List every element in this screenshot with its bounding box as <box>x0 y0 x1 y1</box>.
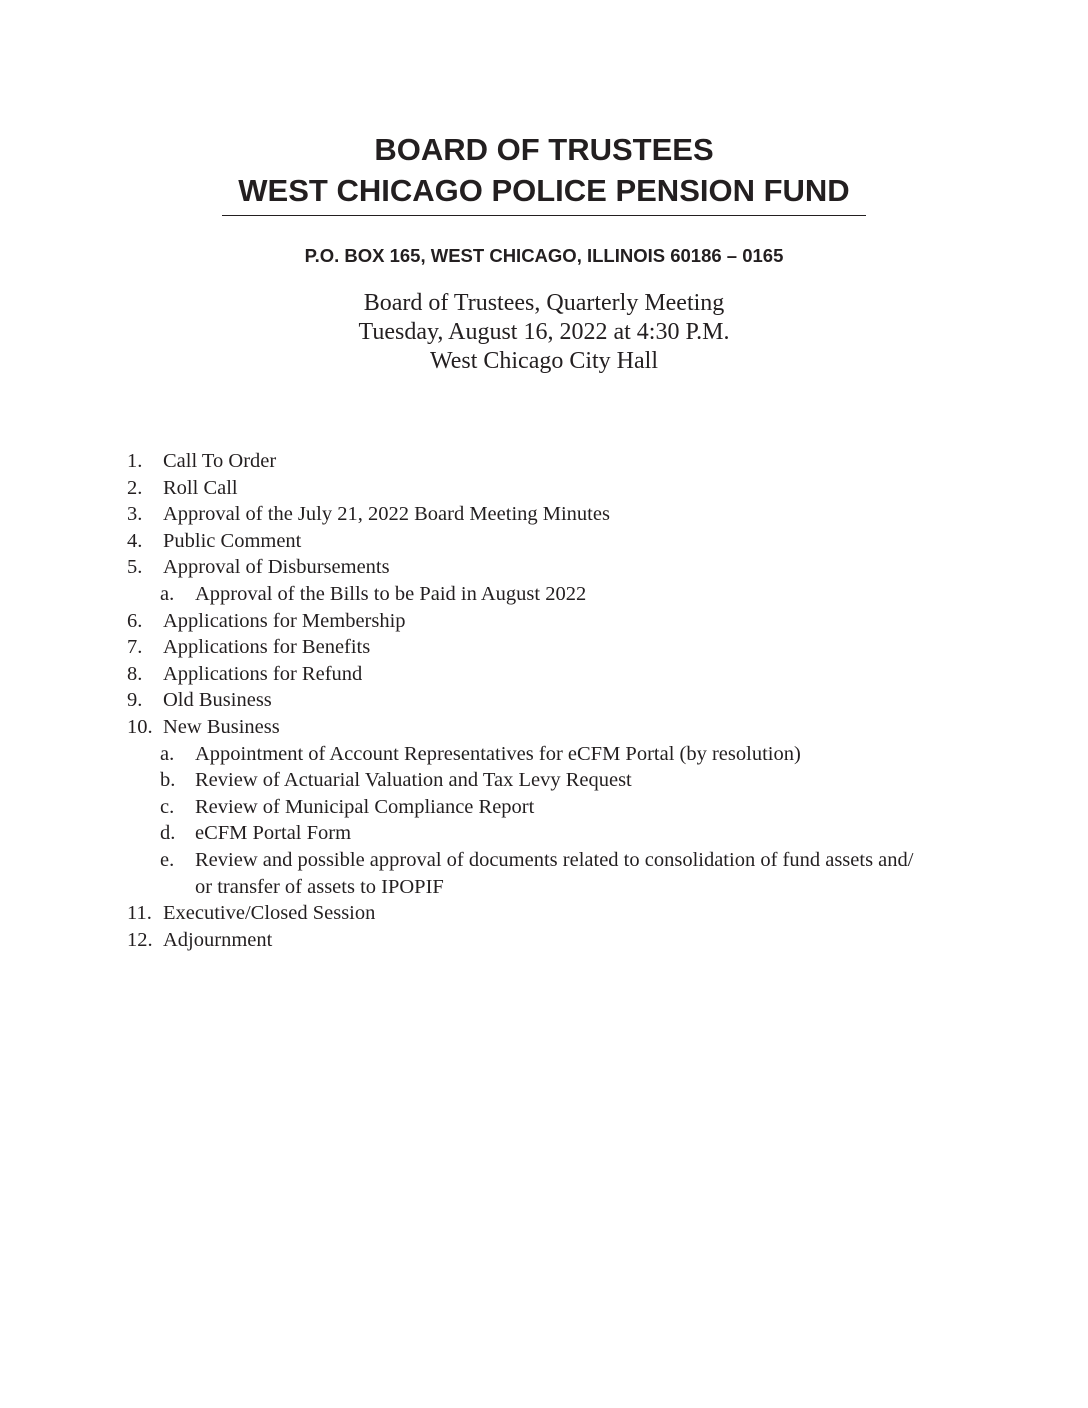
agenda-item <box>0 900 1088 927</box>
agenda-subitem-letter: a. <box>160 742 175 765</box>
agenda-item-number: 10. <box>127 715 153 738</box>
meeting-datetime: Tuesday, August 16, 2022 at 4:30 P.M. <box>358 319 730 345</box>
agenda-item-text: Roll Call <box>163 476 238 499</box>
agenda-item-text: Applications for Refund <box>163 662 363 685</box>
agenda-item <box>0 687 1088 714</box>
agenda-item-text: Old Business <box>163 689 272 712</box>
agenda-subitem-text: Review and possible approval of documents related to consolidation of fund assets and/ <box>195 848 914 871</box>
agenda-subitem-letter: b. <box>160 769 176 792</box>
meeting-location: West Chicago City Hall <box>429 348 659 374</box>
meeting-type: Board of Trustees, Quarterly Meeting <box>363 290 725 316</box>
agenda-item-number: 8. <box>127 662 143 685</box>
agenda-subitem <box>0 767 1088 794</box>
agenda-item <box>0 554 1088 581</box>
agenda-item-text: New Business <box>163 715 280 738</box>
agenda-subitem-letter: a. <box>160 582 175 605</box>
agenda-item-text: Public Comment <box>163 529 302 552</box>
agenda-subitem-text: eCFM Portal Form <box>195 822 352 845</box>
agenda-item-number: 3. <box>127 503 143 526</box>
agenda-item-number: 1. <box>127 450 143 472</box>
agenda-item <box>0 475 1088 502</box>
agenda-item-text: Call To Order <box>163 450 277 472</box>
agenda-subitem-letter: c. <box>160 795 175 818</box>
agenda-item <box>0 634 1088 661</box>
agenda-item-number: 4. <box>127 529 143 552</box>
agenda-subitem-text: or transfer of assets to IPOPIF <box>195 875 444 898</box>
agenda-item-text: Adjournment <box>163 928 273 951</box>
agenda-subitem-letter: e. <box>160 848 175 871</box>
agenda-item-number: 11. <box>127 902 152 925</box>
agenda-item-text: Executive/Closed Session <box>163 902 376 925</box>
agenda-item <box>0 927 1088 954</box>
agenda-item-text: Approval of the July 21, 2022 Board Meeting Minutes <box>163 503 610 526</box>
document-subtitle: WEST CHICAGO POLICE PENSION FUND <box>238 173 850 208</box>
agenda-item <box>0 528 1088 555</box>
agenda-subitem <box>0 581 1088 608</box>
agenda-subitem <box>0 820 1088 847</box>
agenda-subitem-letter: d. <box>160 822 176 845</box>
agenda-item <box>0 501 1088 528</box>
agenda-subitem-text: Review of Actuarial Valuation and Tax Levy Request <box>195 769 632 792</box>
agenda-subitem-text: Review of Municipal Compliance Report <box>195 795 535 818</box>
document-title: BOARD OF TRUSTEES <box>374 132 714 167</box>
title-divider <box>222 215 866 216</box>
agenda-item-text: Applications for Benefits <box>163 636 371 659</box>
agenda-subitem-text: Appointment of Account Representatives for eCFM Portal (by resolution) <box>195 742 801 765</box>
agenda-item-text: Approval of Disbursements <box>163 556 390 579</box>
agenda-item-number: 12. <box>127 928 153 951</box>
agenda-item-number: 7. <box>127 636 143 659</box>
agenda-subitem-continuation <box>0 874 1088 901</box>
agenda-list <box>0 448 1088 953</box>
agenda-item <box>0 714 1088 741</box>
agenda-item-number: 5. <box>127 556 143 579</box>
agenda-subitem <box>0 847 1088 874</box>
agenda-item-text: Applications for Membership <box>163 609 406 632</box>
agenda-item-number: 2. <box>127 476 143 499</box>
agenda-subitem <box>0 794 1088 821</box>
agenda-subitem-text: Approval of the Bills to be Paid in August 2022 <box>195 582 587 605</box>
agenda-item <box>0 608 1088 635</box>
agenda-item <box>0 661 1088 688</box>
agenda-subitem <box>0 741 1088 768</box>
agenda-item <box>0 448 1088 475</box>
agenda-item-number: 6. <box>127 609 143 632</box>
mailing-address: P.O. BOX 165, WEST CHICAGO, ILLINOIS 60186 – 0165 <box>304 245 784 266</box>
agenda-item-number: 9. <box>127 689 143 712</box>
